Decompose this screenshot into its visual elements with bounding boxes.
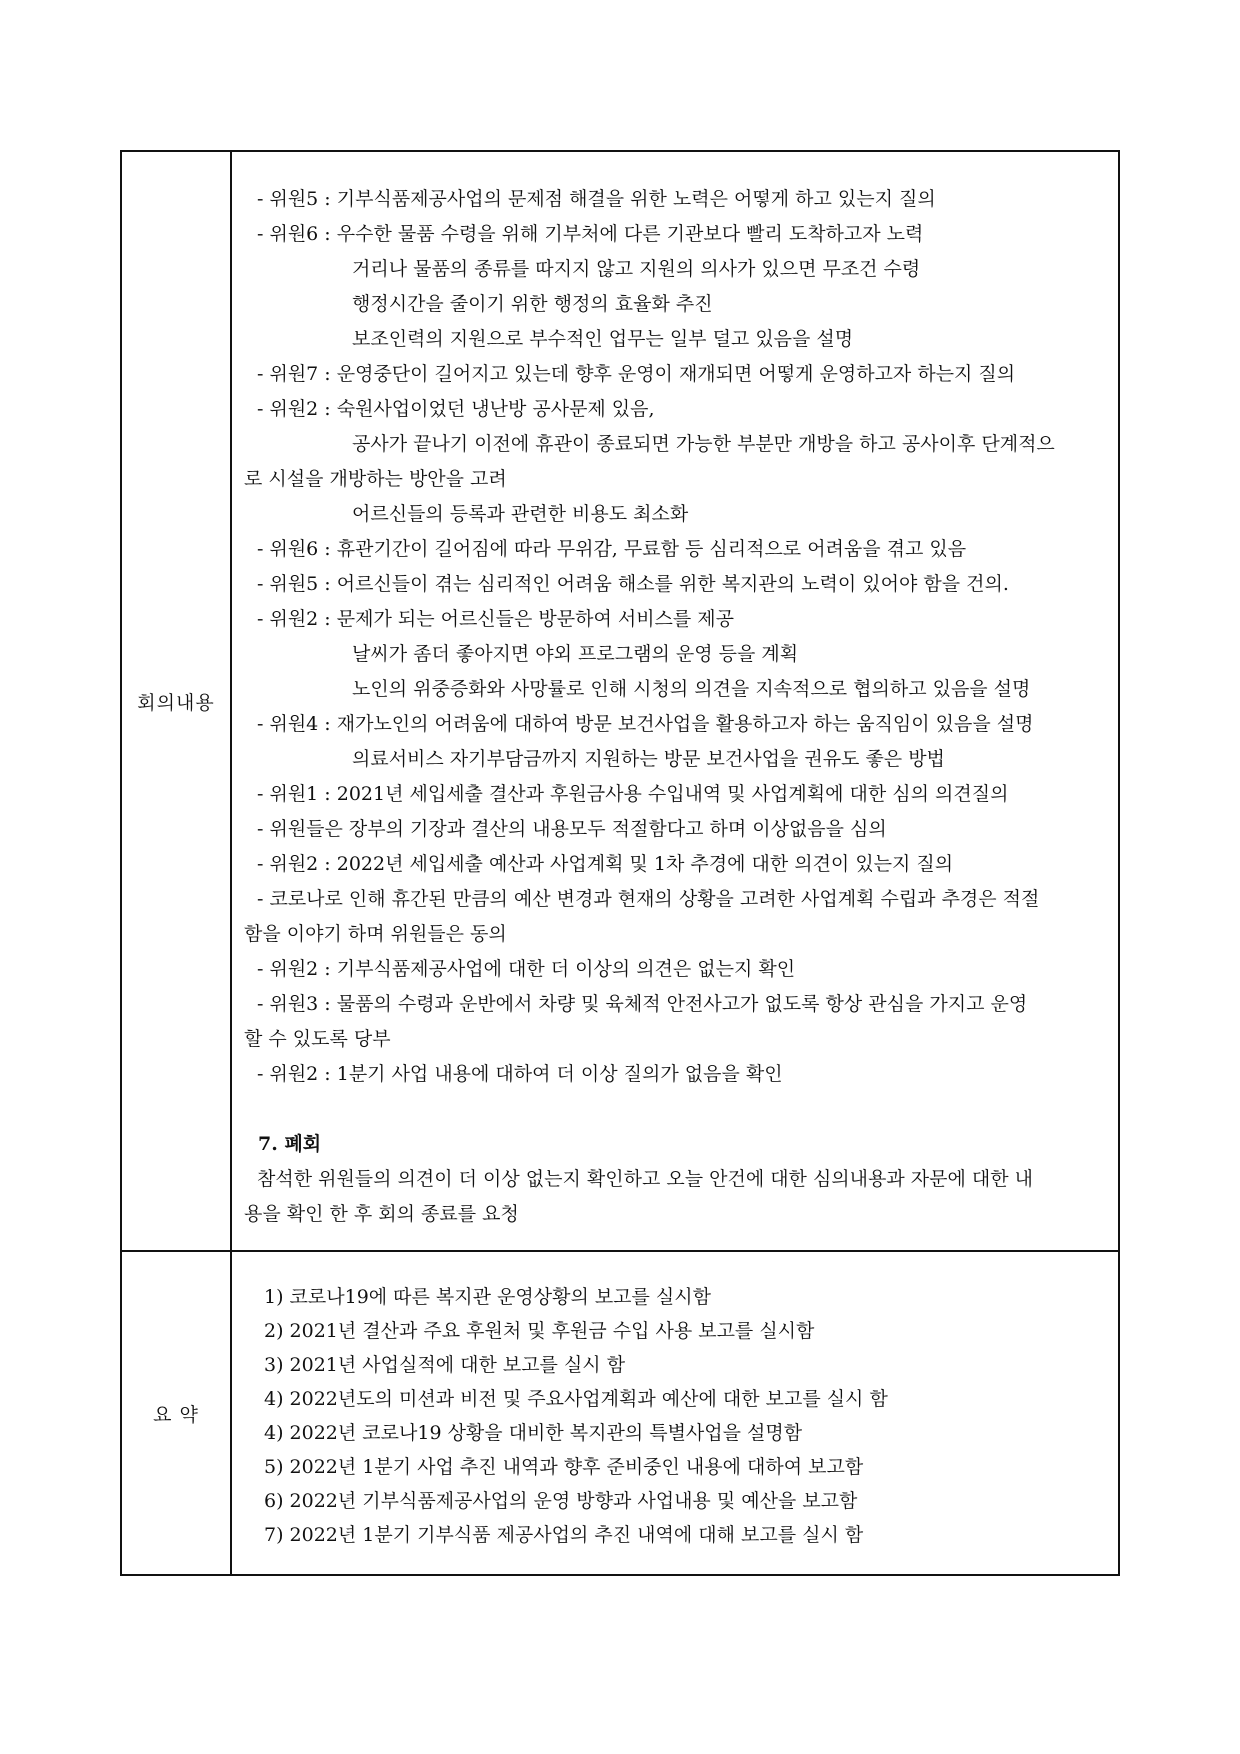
summary-item: 3) 2021년 사업실적에 대한 보고를 실시 함 (264, 1354, 626, 1376)
summary-item: 6) 2022년 기부식품제공사업의 운영 방향과 사업내용 및 예산을 보고함 (264, 1490, 858, 1512)
closing-line: 용을 확인 한 후 회의 종료를 요청 (244, 1203, 519, 1225)
meeting-content-cell (231, 151, 1119, 1251)
content-line: - 코로나로 인해 휴간된 만큼의 예산 변경과 현재의 상황을 고려한 사업계획 수립과 추경은 적절 (257, 888, 1040, 910)
content-line: - 위원2 : 1분기 사업 내용에 대하여 더 이상 질의가 없음을 확인 (257, 1063, 783, 1085)
summary-item: 4) 2022년도의 미션과 비전 및 주요사업계획과 예산에 대한 보고를 실시 함 (264, 1388, 888, 1410)
content-line: 로 시설을 개방하는 방안을 고려 (244, 468, 507, 490)
content-line: - 위원5 : 어르신들이 겪는 심리적인 어려움 해소를 위한 복지관의 노력이 있어야 함을 건의. (257, 573, 1009, 595)
content-line: - 위원6 : 휴관기간이 길어짐에 따라 무위감, 무료함 등 심리적으로 어려움을 겪고 있음 (257, 538, 967, 560)
closing-section-title: 7. 폐회 (258, 1133, 322, 1155)
content-line: 날씨가 좀더 좋아지면 야외 프로그램의 운영 등을 계획 (352, 643, 799, 665)
summary-item: 2) 2021년 결산과 주요 후원처 및 후원금 수입 사용 보고를 실시함 (264, 1320, 815, 1342)
content-line: 행정시간을 줄이기 위한 행정의 효율화 추진 (352, 293, 713, 315)
content-line: - 위원2 : 문제가 되는 어르신들은 방문하여 서비스를 제공 (257, 608, 735, 630)
spacer (244, 1092, 1114, 1127)
summary-cell (231, 1251, 1119, 1575)
content-line: - 위원6 : 우수한 물품 수령을 위해 기부처에 다른 기관보다 빨리 도착하고자 노력 (257, 223, 924, 245)
content-line: - 위원4 : 재가노인의 어려움에 대하여 방문 보건사업을 활용하고자 하는 움직임이 있음을 설명 (257, 713, 1034, 735)
summary-item: 1) 코로나19에 따른 복지관 운영상황의 보고를 실시함 (264, 1286, 711, 1308)
content-line: - 위원2 : 기부식품제공사업에 대한 더 이상의 의견은 없는지 확인 (257, 958, 796, 980)
meeting-content-row (121, 151, 1119, 1251)
content-line: - 위원1 : 2021년 세입세출 결산과 후원금사용 수입내역 및 사업계획에 대한 심의 의견질의 (257, 783, 1009, 805)
summary-item: 5) 2022년 1분기 사업 추진 내역과 향후 준비중인 내용에 대하여 보고함 (264, 1456, 864, 1478)
content-line: 어르신들의 등록과 관련한 비용도 최소화 (352, 503, 689, 525)
content-line: 노인의 위중증화와 사망률로 인해 시청의 의견을 지속적으로 협의하고 있음을 설명 (352, 678, 1031, 700)
meeting-content-label: 회의내용 (121, 151, 231, 1251)
content-line: - 위원5 : 기부식품제공사업의 문제점 해결을 위한 노력은 어떻게 하고 있는지 질의 (257, 188, 936, 210)
content-line: 거리나 물품의 종류를 따지지 않고 지원의 의사가 있으면 무조건 수령 (352, 258, 921, 280)
content-line: 의료서비스 자기부담금까지 지원하는 방문 보건사업을 권유도 좋은 방법 (352, 748, 945, 770)
summary-row (121, 1251, 1119, 1575)
content-line: 보조인력의 지원으로 부수적인 업무는 일부 덜고 있음을 설명 (352, 328, 854, 350)
minutes-table (120, 150, 1120, 1576)
content-line: - 위원3 : 물품의 수령과 운반에서 차량 및 육체적 안전사고가 없도록 항상 관심을 가지고 운영 (257, 993, 1028, 1015)
content-line: 할 수 있도록 당부 (244, 1028, 391, 1050)
summary-item: 4) 2022년 코로나19 상황을 대비한 복지관의 특별사업을 설명함 (264, 1422, 803, 1444)
closing-line: 참석한 위원들의 의견이 더 이상 없는지 확인하고 오늘 안건에 대한 심의내용과 자문에 대한 내 (257, 1168, 1033, 1190)
content-line: - 위원7 : 운영중단이 길어지고 있는데 향후 운영이 재개되면 어떻게 운영하고자 하는지 질의 (257, 363, 1016, 385)
summary-label: 요 약 (121, 1251, 231, 1575)
summary-item: 7) 2022년 1분기 기부식품 제공사업의 추진 내역에 대해 보고를 실시 함 (264, 1524, 864, 1546)
content-line: 함을 이야기 하며 위원들은 동의 (244, 923, 507, 945)
content-line: 공사가 끝나기 이전에 휴관이 종료되면 가능한 부분만 개방을 하고 공사이후 단계적으 (352, 433, 1055, 455)
content-line: - 위원2 : 2022년 세입세출 예산과 사업계획 및 1차 추경에 대한 의견이 있는지 질의 (257, 853, 954, 875)
minutes-sheet (120, 150, 1120, 1576)
content-line: - 위원들은 장부의 기장과 결산의 내용모두 적절함다고 하며 이상없음을 심의 (257, 818, 887, 840)
content-line: - 위원2 : 숙원사업이었던 냉난방 공사문제 있음, (257, 398, 655, 420)
